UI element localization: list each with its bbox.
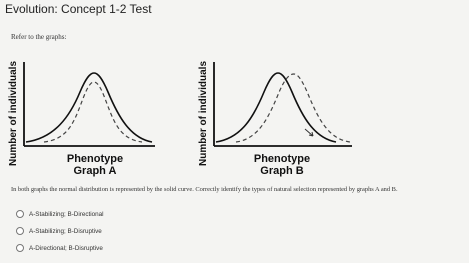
graph-a-xlabel: Phenotype bbox=[66, 153, 124, 165]
graph-b bbox=[190, 44, 360, 184]
answer-option-label: A-Directional; B-Disruptive bbox=[29, 244, 103, 252]
graph-b-normal-curve bbox=[216, 73, 336, 142]
graph-a-x-axis-label bbox=[63, 153, 127, 177]
page-title: Evolution: Concept 1-2 Test bbox=[5, 2, 152, 16]
answer-option-1[interactable] bbox=[16, 207, 104, 221]
radio-button[interactable] bbox=[16, 227, 24, 235]
graph-b-arrow-icon bbox=[305, 129, 313, 136]
graph-b-selection-curve bbox=[236, 74, 350, 142]
question-prompt: Refer to the graphs: bbox=[11, 33, 67, 41]
question-text: In both graphs the normal distribution is represented by the solid curve. Correctly identify the types of natural selection represented by graphs A and B. bbox=[11, 186, 398, 193]
graph-a bbox=[0, 44, 200, 184]
answer-option-label: A-Stabilizing; B-Disruptive bbox=[29, 227, 102, 235]
answer-options bbox=[16, 207, 104, 258]
graph-b-x-axis-label bbox=[250, 153, 314, 177]
graph-b-xlabel: Phenotype bbox=[253, 153, 311, 165]
graph-a-title: Graph A bbox=[73, 165, 117, 177]
graph-b-y-axis-label: Number of individuals bbox=[198, 60, 209, 166]
radio-button[interactable] bbox=[16, 244, 24, 252]
graph-a-y-axis-label: Number of individuals bbox=[8, 60, 19, 166]
graph-a-selection-curve bbox=[44, 82, 142, 142]
graph-a-normal-curve bbox=[26, 73, 152, 142]
answer-option-2[interactable] bbox=[16, 224, 104, 238]
graph-b-title: Graph B bbox=[260, 165, 304, 177]
radio-button[interactable] bbox=[16, 210, 24, 218]
answer-option-label: A-Stabilizing; B-Directional bbox=[29, 210, 104, 218]
answer-option-3[interactable] bbox=[16, 241, 104, 255]
